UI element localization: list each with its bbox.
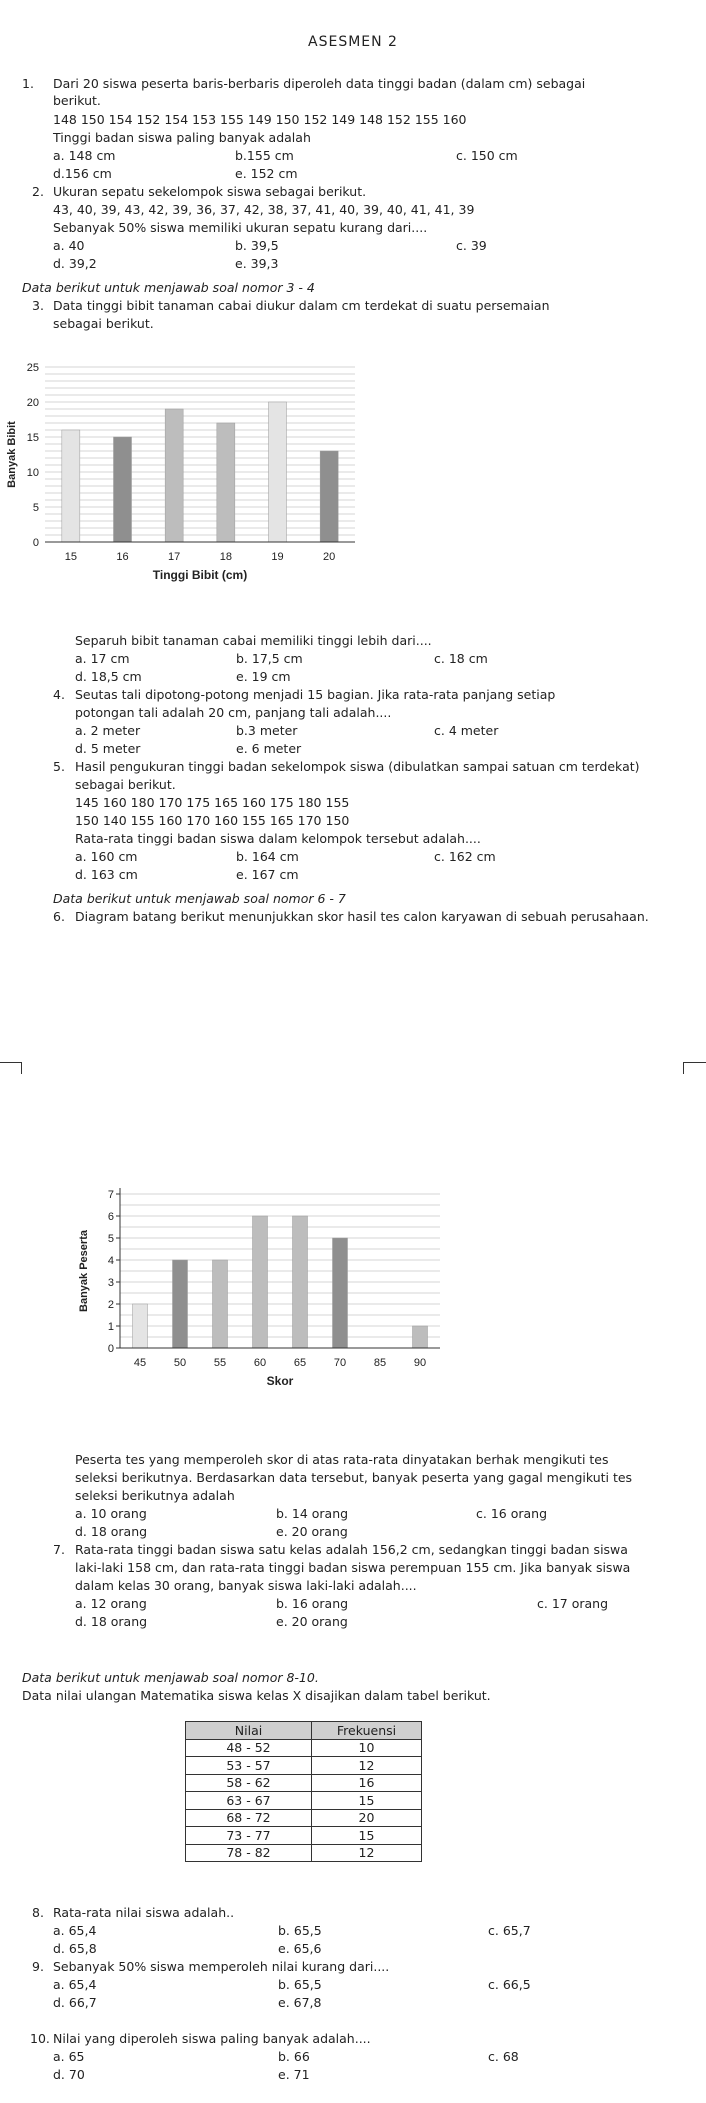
question-number: 4.: [53, 687, 65, 702]
option-a[interactable]: a. 17 cm: [75, 651, 130, 666]
question-text: berikut.: [53, 93, 101, 108]
question-text: potongan tali adalah 20 cm, panjang tali adalah....: [75, 705, 392, 720]
chart-y-tick-label: 5: [32, 502, 39, 514]
question-number: 3.: [32, 298, 44, 313]
chart-x-ticks: [65, 551, 336, 563]
option-a[interactable]: a. 10 orang: [75, 1506, 147, 1521]
option-a[interactable]: a. 12 orang: [75, 1596, 147, 1611]
option-c[interactable]: c. 162 cm: [434, 849, 496, 864]
option-d[interactable]: d. 70: [53, 2067, 85, 2082]
option-c[interactable]: c. 16 orang: [476, 1506, 548, 1521]
chart-bar: [413, 1326, 428, 1348]
option-c[interactable]: c. 4 meter: [434, 723, 499, 738]
chart-bar: [114, 437, 132, 542]
chart-x-tick-label: 16: [116, 551, 129, 563]
table-cell: 12: [312, 1757, 422, 1775]
chart-x-tick-label: 50: [173, 1357, 187, 1369]
question-text: seleksi berikutnya adalah: [75, 1488, 235, 1503]
question-text: Ukuran sepatu sekelompok siswa sebagai berikut.: [53, 184, 367, 199]
option-b[interactable]: b. 17,5 cm: [236, 651, 303, 666]
chart-bar: [133, 1304, 148, 1348]
chart-x-tick-label: 17: [168, 551, 181, 563]
option-e[interactable]: e. 39,3: [235, 256, 279, 271]
chart-gridlines: [45, 367, 355, 542]
question-text: seleksi berikutnya. Berdasarkan data tersebut, banyak peserta yang gagal mengikuti tes: [75, 1470, 633, 1485]
option-c[interactable]: c. 68: [488, 2049, 519, 2064]
table-cell: 12: [312, 1844, 422, 1862]
section-heading: Data berikut untuk menjawab soal nomor 8-10.: [22, 1670, 319, 1685]
chart-bar: [217, 423, 235, 542]
option-b[interactable]: b.155 cm: [235, 148, 294, 163]
chart-y-tick-label: 3: [107, 1277, 114, 1289]
chart-bar: [253, 1216, 268, 1348]
chart-x-tick-label: 70: [333, 1357, 347, 1369]
chart-bar: [62, 430, 80, 542]
option-b[interactable]: b. 16 orang: [276, 1596, 349, 1611]
option-c[interactable]: c. 18 cm: [434, 651, 488, 666]
option-d[interactable]: d.156 cm: [53, 166, 112, 181]
data-values: 43, 40, 39, 43, 42, 39, 36, 37, 42, 38, 37, 41, 40, 39, 40, 41, 41, 39: [53, 202, 475, 217]
chart-y-tick-label: 7: [107, 1189, 114, 1201]
option-d[interactable]: d. 18 orang: [75, 1614, 148, 1629]
chart-x-tick-label: 19: [271, 551, 284, 563]
option-c[interactable]: c. 17 orang: [537, 1596, 609, 1611]
option-a[interactable]: a. 65: [53, 2049, 85, 2064]
question-number: 6.: [53, 909, 65, 924]
test-score-chart: [75, 1180, 450, 1405]
column-header: Frekuensi: [312, 1722, 422, 1740]
option-e[interactable]: e. 6 meter: [236, 741, 302, 756]
chart-y-label: Banyak Peserta: [78, 1230, 90, 1312]
question-number: 1.: [22, 76, 34, 91]
table-cell: 78 - 82: [186, 1844, 312, 1862]
table-cell: 15: [312, 1827, 422, 1845]
option-c[interactable]: c. 150 cm: [456, 148, 518, 163]
chart-y-tick-label: 0: [107, 1343, 114, 1355]
option-b[interactable]: b. 39,5: [235, 238, 279, 253]
option-c[interactable]: c. 65,7: [488, 1923, 531, 1938]
question-text: laki-laki 158 cm, dan rata-rata tinggi badan siswa perempuan 155 cm. Jika banyak siswa: [75, 1560, 631, 1575]
option-b[interactable]: b. 164 cm: [236, 849, 299, 864]
question-text: Diagram batang berikut menunjukkan skor hasil tes calon karyawan di sebuah perusahaan.: [75, 909, 649, 924]
question-text: Tinggi badan siswa paling banyak adalah: [53, 130, 311, 145]
option-a[interactable]: a. 40: [53, 238, 85, 253]
column-header: Nilai: [186, 1722, 312, 1740]
option-d[interactable]: d. 66,7: [53, 1995, 97, 2010]
question-text: sebagai berikut.: [75, 777, 176, 792]
chart-x-tick-label: 90: [413, 1357, 427, 1369]
table-row: [186, 1792, 422, 1810]
page-corner-mark: [0, 1062, 22, 1074]
chart-bar: [213, 1260, 228, 1348]
seedling-height-chart: [5, 355, 365, 590]
table-row: [186, 1844, 422, 1862]
chart-x-tick-label: 85: [373, 1357, 387, 1369]
question-text: Hasil pengukuran tinggi badan sekelompok siswa (dibulatkan sampai satuan cm terdekat): [75, 759, 640, 774]
table-cell: 10: [312, 1739, 422, 1757]
option-a[interactable]: a. 148 cm: [53, 148, 116, 163]
chart-bar: [320, 451, 338, 542]
chart-x-tick-label: 60: [253, 1357, 267, 1369]
option-b[interactable]: b. 65,5: [278, 1977, 322, 1992]
table-cell: 16: [312, 1774, 422, 1792]
chart-x-tick-label: 65: [293, 1357, 307, 1369]
question-text: dalam kelas 30 orang, banyak siswa laki-laki adalah....: [75, 1578, 417, 1593]
chart-y-ticks: [27, 362, 39, 549]
chart-y-tick-label: 5: [107, 1233, 114, 1245]
option-e[interactable]: e. 152 cm: [235, 166, 298, 181]
table-row: [186, 1774, 422, 1792]
option-a[interactable]: a. 65,4: [53, 1923, 97, 1938]
option-e[interactable]: e. 19 cm: [236, 669, 291, 684]
option-e[interactable]: e. 71: [278, 2067, 310, 2082]
table-cell: 53 - 57: [186, 1757, 312, 1775]
question-number: 9.: [32, 1959, 44, 1974]
frequency-table: [185, 1721, 422, 1862]
chart-y-tick-label: 15: [26, 432, 39, 444]
chart-bar: [269, 402, 287, 542]
option-e[interactable]: e. 20 orang: [276, 1614, 348, 1629]
chart-gridlines: [120, 1194, 440, 1348]
question-text: Data tinggi bibit tanaman cabai diukur dalam cm terdekat di suatu persemaian: [53, 298, 550, 313]
chart-x-tick-label: 20: [323, 551, 336, 563]
page-title: ASESMEN 2: [308, 34, 398, 50]
question-text: Nilai yang diperoleh siswa paling banyak adalah....: [53, 2031, 371, 2046]
table-cell: 20: [312, 1809, 422, 1827]
question-text: Sebanyak 50% siswa memiliki ukuran sepatu kurang dari....: [53, 220, 428, 235]
chart-x-label: Skor: [266, 1374, 294, 1388]
option-b[interactable]: b. 14 orang: [276, 1506, 349, 1521]
chart-y-tick-label: 2: [107, 1299, 114, 1311]
question-text: Peserta tes yang memperoleh skor di atas rata-rata dinyatakan berhak mengikuti tes: [75, 1452, 609, 1467]
chart-bar: [165, 409, 183, 542]
question-number: 7.: [53, 1542, 65, 1557]
option-b[interactable]: b.3 meter: [236, 723, 298, 738]
option-c[interactable]: c. 39: [456, 238, 487, 253]
table-cell: 68 - 72: [186, 1809, 312, 1827]
section-heading: Data berikut untuk menjawab soal nomor 6 - 7: [53, 891, 346, 906]
chart-y-tick-label: 4: [107, 1255, 114, 1267]
question-text: Separuh bibit tanaman cabai memiliki tinggi lebih dari....: [75, 633, 432, 648]
table-row: [186, 1827, 422, 1845]
chart-y-tick-label: 0: [32, 537, 39, 549]
question-text: Seutas tali dipotong-potong menjadi 15 bagian. Jika rata-rata panjang setiap: [75, 687, 556, 702]
chart-bar: [333, 1238, 348, 1348]
table-row: [186, 1809, 422, 1827]
chart-x-ticks: [134, 1357, 426, 1369]
chart-y-tick-label: 1: [107, 1321, 114, 1333]
table-cell: 73 - 77: [186, 1827, 312, 1845]
table-header-row: [186, 1722, 422, 1740]
table-intro: Data nilai ulangan Matematika siswa kelas X disajikan dalam tabel berikut.: [22, 1688, 491, 1703]
option-e[interactable]: e. 67,8: [278, 1995, 322, 2010]
option-a[interactable]: a. 160 cm: [75, 849, 138, 864]
section-heading: Data berikut untuk menjawab soal nomor 3 - 4: [22, 280, 315, 295]
chart-x-tick-label: 15: [64, 551, 77, 563]
question-text: Sebanyak 50% siswa memperoleh nilai kurang dari....: [53, 1959, 390, 1974]
option-b[interactable]: b. 66: [278, 2049, 310, 2064]
chart-y-ticks: [108, 1189, 120, 1355]
page-corner-mark: [683, 1062, 706, 1074]
option-e[interactable]: e. 65,6: [278, 1941, 322, 1956]
question-number: 2.: [32, 184, 44, 199]
table-cell: 58 - 62: [186, 1774, 312, 1792]
option-e[interactable]: e. 167 cm: [236, 867, 299, 882]
question-text: Rata-rata nilai siswa adalah..: [53, 1905, 235, 1920]
chart-y-tick-label: 25: [26, 362, 39, 374]
table-cell: 15: [312, 1792, 422, 1810]
question-number: 8.: [32, 1905, 44, 1920]
option-d[interactable]: d. 65,8: [53, 1941, 97, 1956]
data-values: 148 150 154 152 154 153 155 149 150 152 149 148 152 155 160: [53, 112, 467, 127]
chart-x-tick-label: 45: [133, 1357, 147, 1369]
option-d[interactable]: d. 39,2: [53, 256, 97, 271]
option-d[interactable]: d. 18,5 cm: [75, 669, 142, 684]
data-values: 145 160 180 170 175 165 160 175 180 155: [75, 795, 350, 810]
option-e[interactable]: e. 20 orang: [276, 1524, 348, 1539]
table-row: [186, 1757, 422, 1775]
option-d[interactable]: d. 163 cm: [75, 867, 138, 882]
chart-x-label: Tinggi Bibit (cm): [152, 568, 248, 582]
table-cell: 48 - 52: [186, 1739, 312, 1757]
chart-y-tick-label: 20: [26, 397, 39, 409]
question-text: sebagai berikut.: [53, 316, 154, 331]
question-text: Rata-rata tinggi badan siswa satu kelas adalah 156,2 cm, sedangkan tinggi badan siswa: [75, 1542, 628, 1557]
option-d[interactable]: d. 5 meter: [75, 741, 141, 756]
question-number: 10.: [30, 2031, 50, 2046]
option-a[interactable]: a. 2 meter: [75, 723, 141, 738]
chart-x-tick-label: 55: [213, 1357, 227, 1369]
chart-bar: [293, 1216, 308, 1348]
data-values: 150 140 155 160 170 160 155 165 170 150: [75, 813, 350, 828]
chart-y-tick-label: 6: [107, 1211, 114, 1223]
chart-x-tick-label: 18: [219, 551, 232, 563]
table-cell: 63 - 67: [186, 1792, 312, 1810]
option-b[interactable]: b. 65,5: [278, 1923, 322, 1938]
option-d[interactable]: d. 18 orang: [75, 1524, 148, 1539]
option-c[interactable]: c. 66,5: [488, 1977, 531, 1992]
option-a[interactable]: a. 65,4: [53, 1977, 97, 1992]
table-row: [186, 1739, 422, 1757]
question-text: Dari 20 siswa peserta baris-berbaris diperoleh data tinggi badan (dalam cm) sebagai: [53, 76, 586, 91]
chart-bar: [173, 1260, 188, 1348]
question-number: 5.: [53, 759, 65, 774]
question-text: Rata-rata tinggi badan siswa dalam kelompok tersebut adalah....: [75, 831, 481, 846]
chart-y-label: Banyak Bibit: [6, 421, 18, 488]
chart-y-tick-label: 10: [26, 467, 39, 479]
